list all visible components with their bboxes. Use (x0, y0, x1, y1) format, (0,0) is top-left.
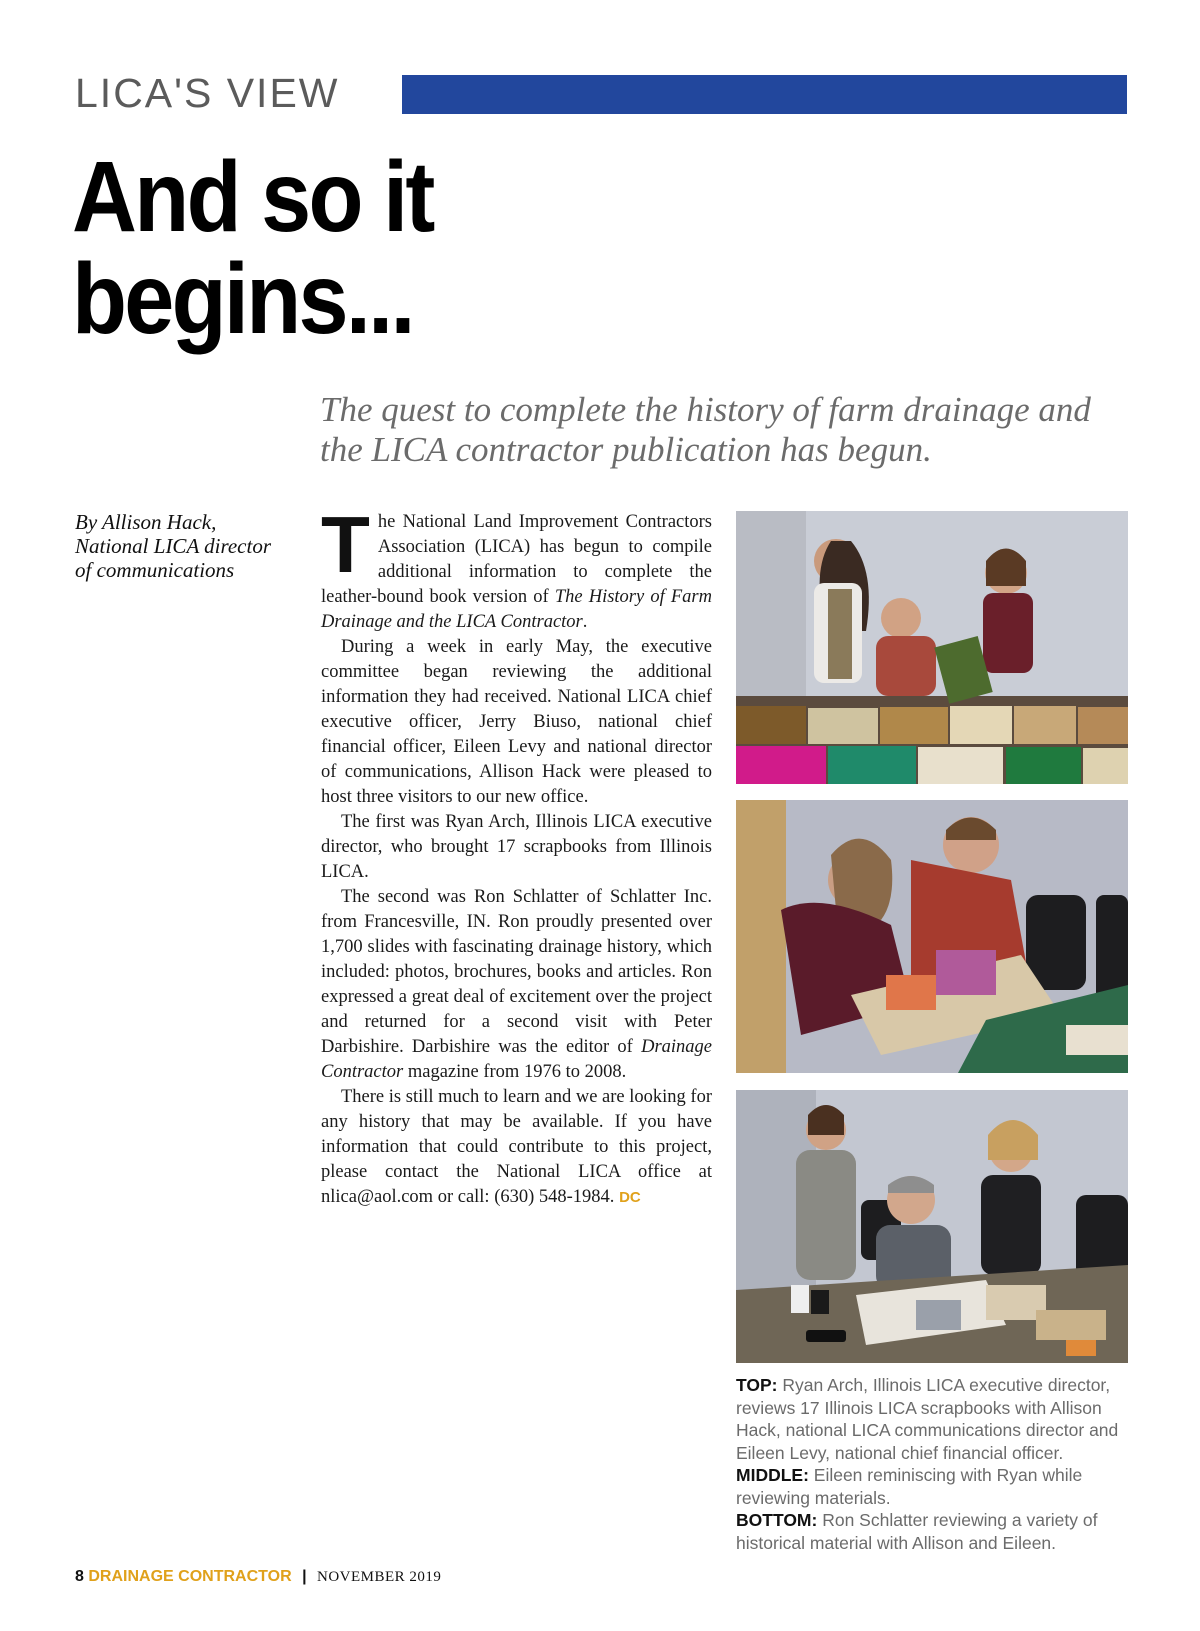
photo-middle (736, 800, 1128, 1073)
end-mark: DC (619, 1189, 641, 1206)
caption-text: Eileen reminiscing with Ryan while reviewing materials. (736, 1465, 1083, 1508)
byline (75, 510, 305, 582)
article-text: . (582, 612, 588, 632)
article-paragraph-5 (321, 1085, 712, 1210)
caption-text: Ryan Arch, Illinois LICA executive director, reviews 17 Illinois LICA scrapbooks with Allison Hack, national LICA communications director and Eileen Levy, national chief financial officer. (736, 1375, 1119, 1463)
byline-title-cont: of communications (75, 558, 235, 582)
issue-date: NOVEMBER 2019 (317, 1569, 442, 1585)
magazine-title: Drainage Contractor (321, 1037, 712, 1082)
article-text: There is still much to learn and we are looking for any history that may be available. If you have information that could contribute to this project, please contact the National LICA office at nlica@aol.com or call: (630) 548-1984. (321, 1087, 712, 1207)
headline-line-1: And so it (72, 141, 433, 253)
page-number: 8 (75, 1568, 84, 1585)
section-label: LICA'S VIEW (75, 70, 340, 116)
article-paragraph-4 (321, 885, 712, 1085)
section-accent-bar (402, 75, 1127, 114)
headline-line-2: begins... (72, 243, 413, 355)
article-paragraph-3: The first was Ryan Arch, Illinois LICA executive director, who brought 17 scrapbooks from Illinois LICA. (321, 812, 712, 882)
caption-middle (736, 1464, 1131, 1509)
article-paragraph-2: During a week in early May, the executive committee began reviewing the additional information they had received. National LICA chief executive officer, Jerry Biuso, national chief financial officer, Eileen Levy and national director of communications, Allison Hack were pleased to host three visitors to our new office. (321, 637, 712, 807)
article-text: magazine from 1976 to 2008. (403, 1062, 627, 1082)
article-body (321, 500, 712, 1210)
drop-cap: T (321, 500, 370, 589)
article-paragraph-1 (321, 500, 712, 635)
photo-top (736, 511, 1128, 784)
headline (72, 141, 612, 355)
caption-middle-label: MIDDLE: (736, 1465, 809, 1485)
byline-title: National LICA director (75, 534, 272, 558)
caption-top (736, 1374, 1131, 1464)
caption-text: Ron Schlatter reviewing a variety of historical material with Allison and Eileen. (736, 1510, 1098, 1553)
byline-author: By Allison Hack, (75, 510, 217, 534)
magazine-name: DRAINAGE CONTRACTOR (88, 1568, 292, 1585)
footer-separator: | (302, 1568, 307, 1585)
photo-bottom (736, 1090, 1128, 1363)
article-text: he National Land Improvement Contractors Association (LICA) has begun to compile additional information to complete the leather-bound book version of (321, 512, 712, 607)
article-text: The second was Ron Schlatter of Schlatter Inc. from Francesville, IN. Ron proudly presented over 1,700 slides with fascinating drainage history, which included: photos, brochures, books and articles. Ron expressed a great deal of excitement over the project and returned for a second visit with Peter Darbishire. Darbishire was the editor of (321, 887, 712, 1057)
caption-top-label: TOP: (736, 1375, 778, 1395)
page-footer (75, 1567, 441, 1587)
photo-caption (736, 1374, 1131, 1554)
caption-bottom (736, 1509, 1131, 1554)
book-title: The History of Farm Drainage and the LICA Contractor (321, 587, 712, 632)
caption-bottom-label: BOTTOM: (736, 1510, 818, 1530)
dek-subtitle: The quest to complete the history of farm drainage and the LICA contractor publication has begun. (320, 390, 1091, 469)
